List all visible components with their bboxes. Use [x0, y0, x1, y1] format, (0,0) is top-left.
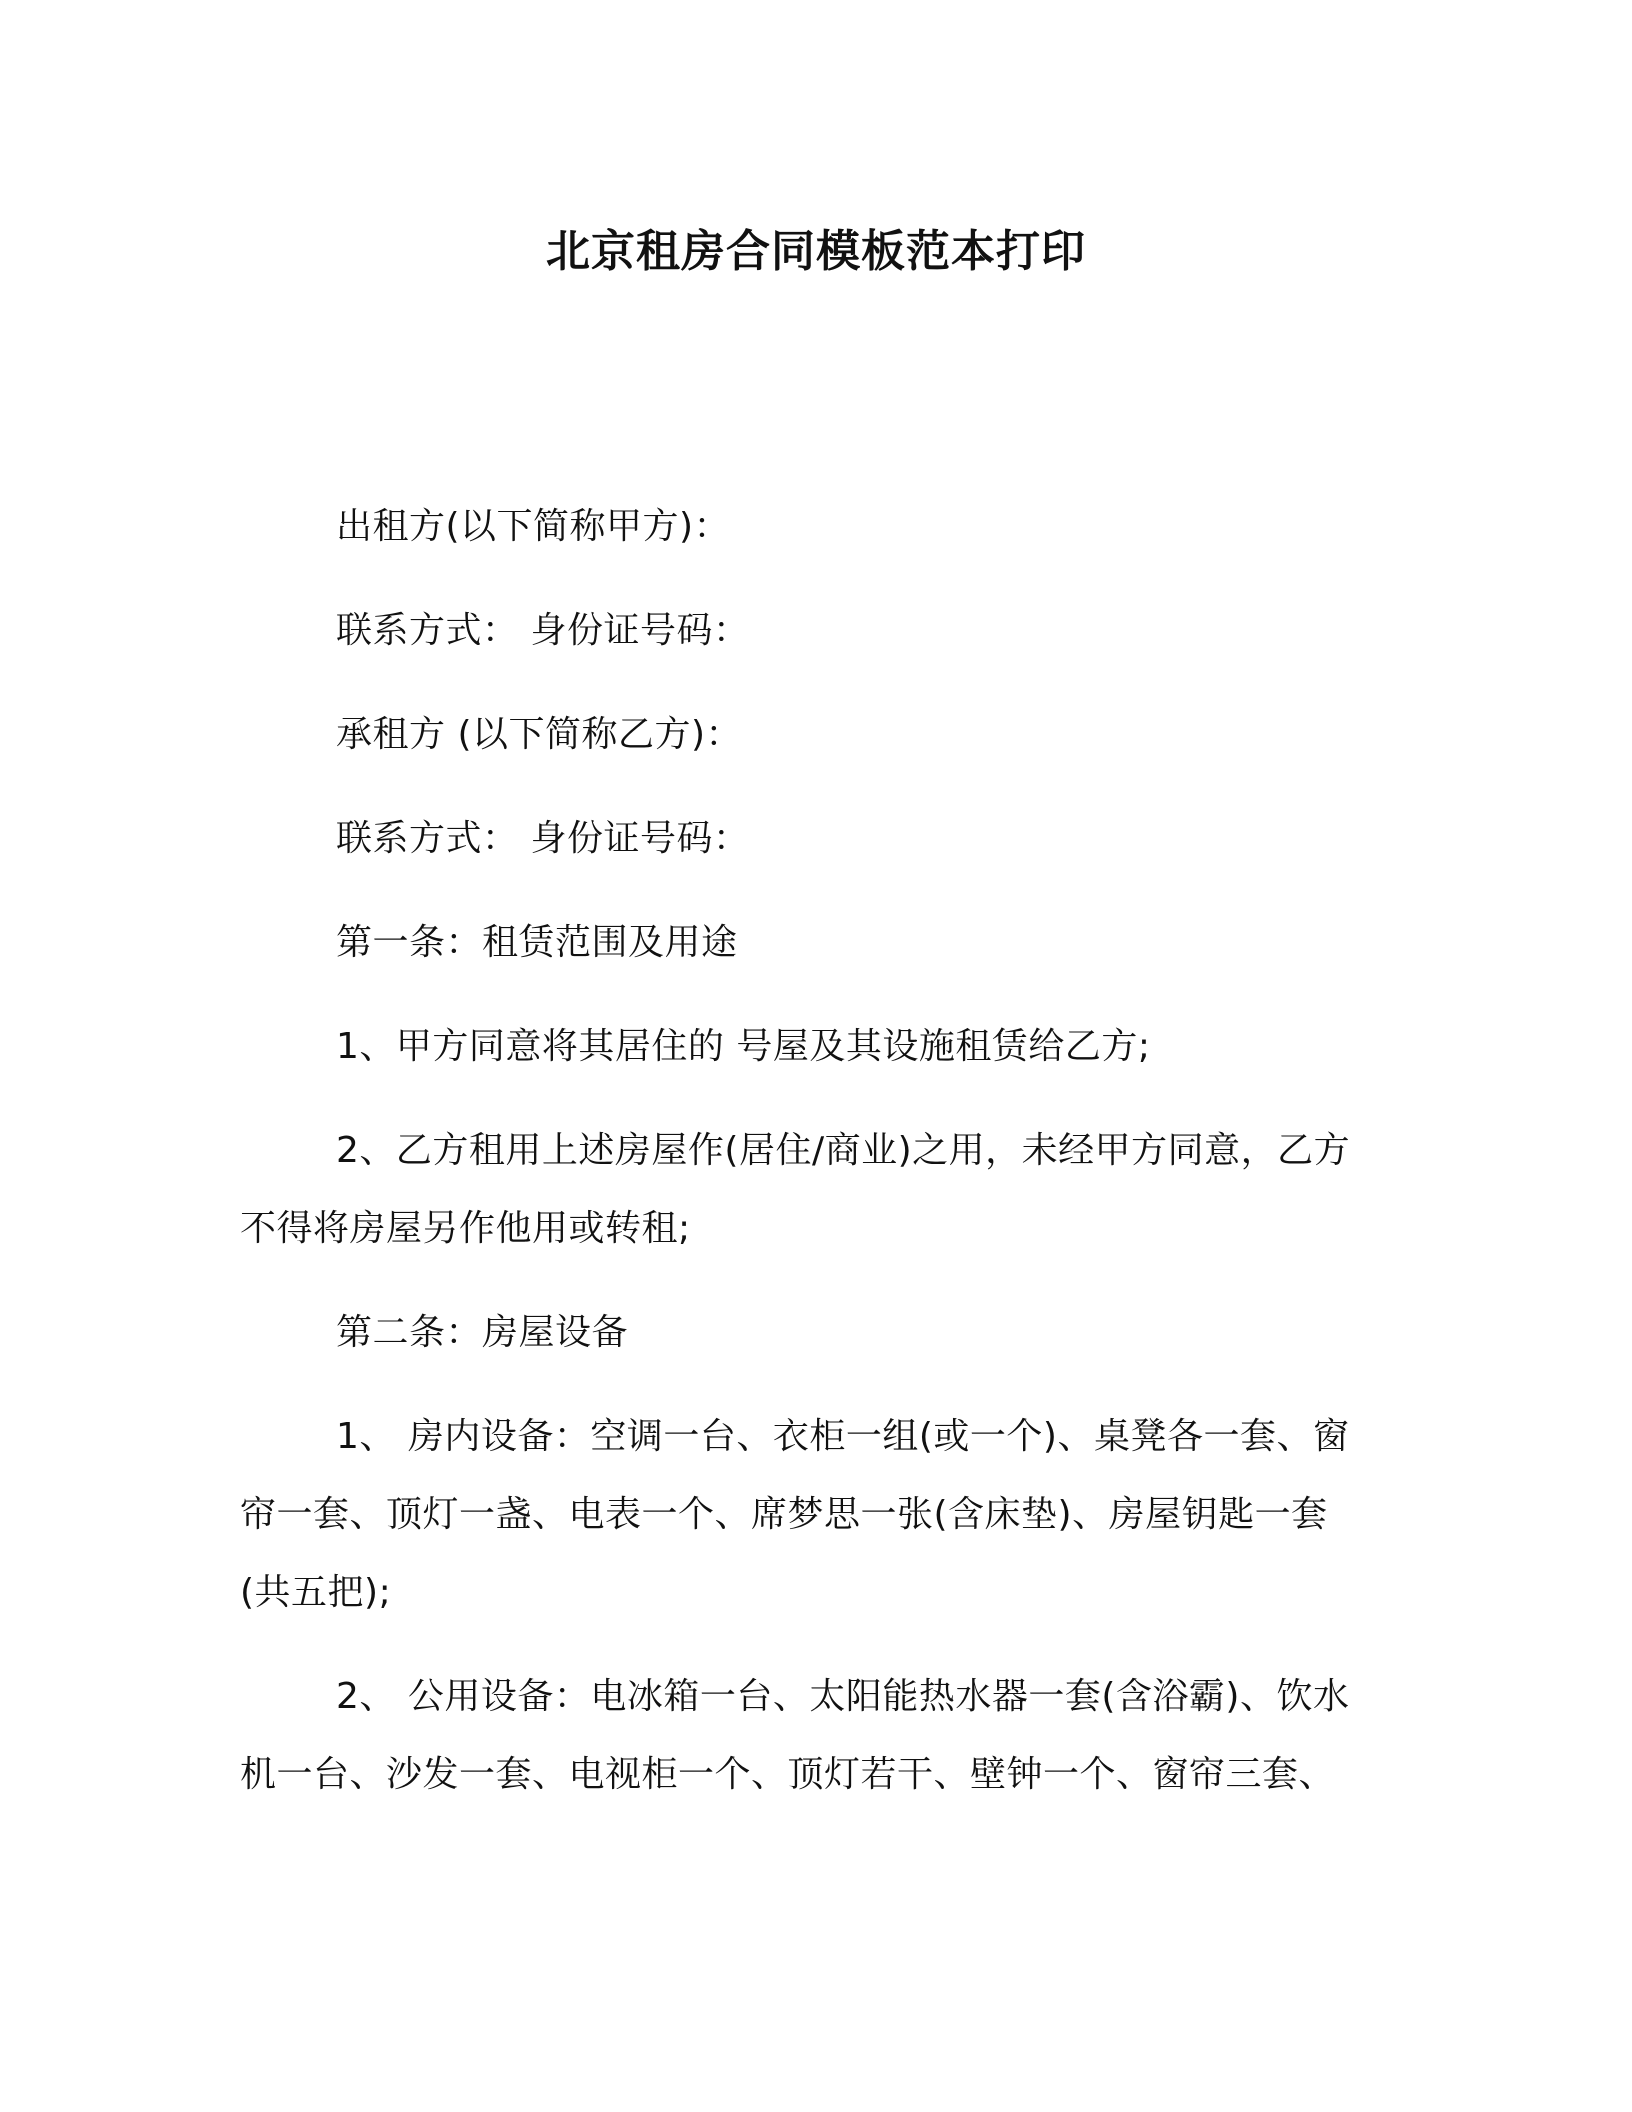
lessee-line: 承租方 (以下简称乙方)： — [336, 714, 743, 755]
article-1-clause-1: 1、甲方同意将其居住的 号屋及其设施租赁给乙方; — [336, 1026, 1151, 1067]
lessor-line: 出租方(以下简称甲方)： — [336, 506, 731, 547]
lessee-contact-line: 联系方式： 身份证号码： — [336, 818, 750, 859]
article-1-heading: 第一条：租赁范围及用途 — [336, 922, 738, 963]
document-title: 北京租房合同模板范本打印 — [546, 226, 1086, 277]
article-2-heading: 第二条：房屋设备 — [336, 1312, 629, 1353]
article-2-clause-1: 1、 房内设备：空调一台、衣柜一组(或一个)、桌凳各一套、窗帘一套、顶灯一盏、电表一个、席梦思一张(含床垫)、房屋钥匙一套(共五把); — [240, 1416, 1350, 1613]
article-2-clause-2: 2、 公用设备：电冰箱一台、太阳能热水器一套(含浴霸)、饮水机一台、沙发一套、电视柜一个、顶灯若干、壁钟一个、窗帘三套、 — [240, 1676, 1350, 1795]
document-body — [240, 488, 1370, 1840]
article-1-clause-2: 2、乙方租用上述房屋作(居住/商业)之用，未经甲方同意，乙方不得将房屋另作他用或转租; — [240, 1130, 1351, 1249]
lessor-contact-line: 联系方式： 身份证号码： — [336, 610, 750, 651]
